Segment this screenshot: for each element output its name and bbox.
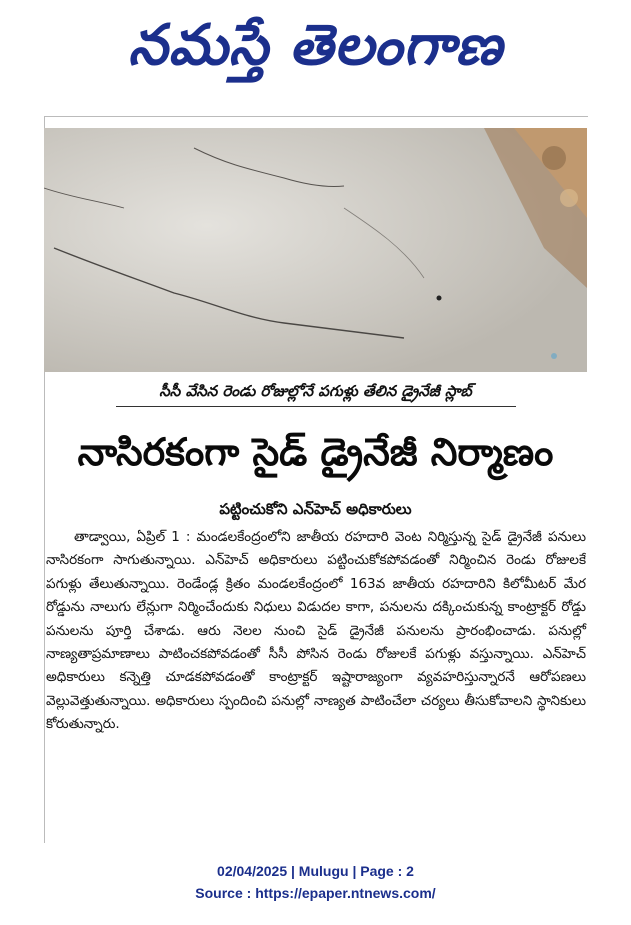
- article-body-paragraph: తాడ్వాయి, ఏప్రిల్ 1 : మండలకేంద్రంలోని జాతీయ రహదారి వెంట నిర్మిస్తున్న సైడ్ డ్రైనేజీ పనులు నాసిరకంగా సాగుతున్నాయి. ఎన్‌హెచ్ అధికారులు పట్టించుకోకపోవడంతో నిర్మించిన రెండు రోజులకే పగుళ్లు తేలుతున్నాయి. రెండేండ్ల క్రితం మండలకేంద్రంలో 163వ జాతీయ రహదారిని కిలోమీటర్ మేర రోడ్డును నాలుగు లేన్లుగా నిర్మించేందుకు నిధులు విడుదల కాగా, పనులను దక్కించుకున్న కాంట్రాక్టర్ రోడ్డు పనులను పూర్తి చేశాడు. ఆరు నెలల నుంచి సైడ్ డ్రైనేజీ పనులను ప్రారంభించాడు. పనుల్లో నాణ్యతాప్రమాణాలు పాటించకపోవడంతో సీసీ పోసిన రెండు రోజులకే పగుళ్లు వస్తున్నాయి. ఎన్‌హెచ్ అధికారులు కన్నెత్తి చూడకపోవడంతో కాంట్రాక్టర్ ఇష్టారాజ్యంగా వ్యవహరిస్తున్నారనే ఆరోపణలు వెల్లువెత్తుతున్నాయి. అధికారులు స్పందించి పనుల్లో నాణ్యత పాటించేలా చర్యలు తీసుకోవాలని స్థానికులు కోరుతున్నారు.: [46, 529, 586, 733]
- footer-source: Source : https://epaper.ntnews.com/: [195, 885, 436, 901]
- cracked-slab-image: [44, 128, 587, 372]
- footer-date-edition: 02/04/2025 | Mulugu | Page : 2: [217, 863, 414, 879]
- photo-caption: సీసీ వేసిన రెండు రోజుల్లోనే పగుళ్లు తేలిన డ్రైనేజీ స్లాబ్: [159, 382, 472, 400]
- article-body: [46, 526, 586, 737]
- page-footer: [0, 860, 631, 904]
- article-subheadline: పట్టించుకోని ఎన్‌హెచ్ అధికారులు: [219, 500, 412, 518]
- caption-underline: [116, 406, 516, 407]
- masthead-title: నమస్తే తెలంగాణ: [128, 13, 503, 78]
- article-photo: [44, 128, 587, 372]
- article-headline: నాసిరకంగా సైడ్ డ్రైనేజీ నిర్మాణం: [77, 430, 554, 474]
